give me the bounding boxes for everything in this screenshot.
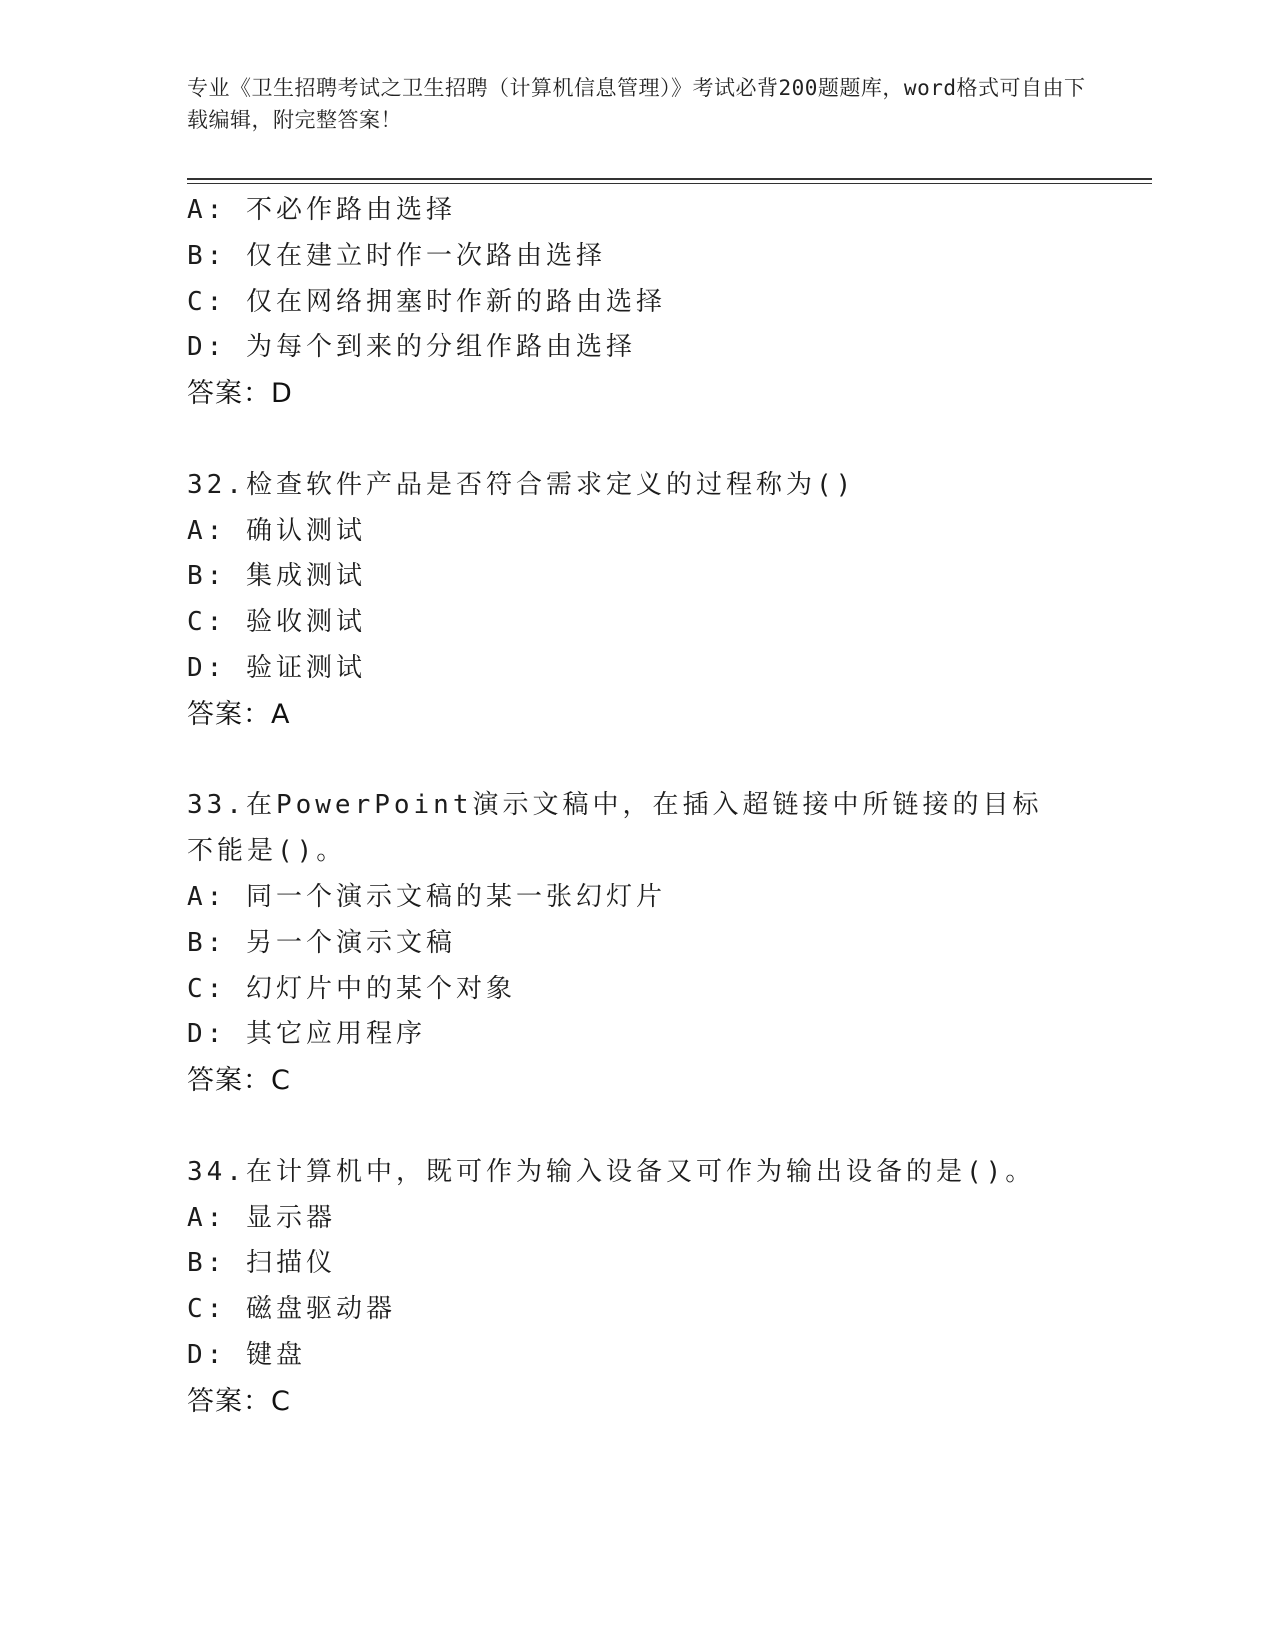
option-a: A: 确认测试 [187,515,366,546]
answer: 答案：C [187,1385,291,1417]
question-31 [187,188,1147,417]
header-divider-thin [187,183,1152,184]
question-34 [187,1150,1147,1425]
option-d: D: 验证测试 [187,652,366,683]
option-a: A: 显示器 [187,1202,336,1233]
option-d: D: 其它应用程序 [187,1019,426,1050]
option-d: D: 键盘 [187,1339,306,1370]
answer: 答案：A [187,698,291,730]
option-d: D: 为每个到来的分组作路由选择 [187,332,636,363]
option-c: C: 磁盘驱动器 [187,1294,396,1325]
question-list [187,188,1147,1425]
option-a: A: 不必作路由选择 [187,195,456,225]
option-c: C: 验收测试 [187,607,366,638]
question-text: 34.在计算机中，既可作为输入设备又可作为输出设备的是()。 [187,1156,1036,1187]
option-b: B: 集成测试 [187,561,366,592]
answer: 答案：D [187,378,293,410]
question-33 [187,783,1147,1104]
option-c: C: 幻灯片中的某个对象 [187,973,516,1004]
question-text: 32.检查软件产品是否符合需求定义的过程称为() [187,469,856,500]
option-b: B: 仅在建立时作一次路由选择 [187,240,606,271]
document-header: 专业《卫生招聘考试之卫生招聘（计算机信息管理）》考试必背200题题库，word格式可自由下载编辑，附完整答案！ [187,76,1086,132]
option-c: C: 仅在网络拥塞时作新的路由选择 [187,286,666,317]
option-a: A: 同一个演示文稿的某一张幻灯片 [187,881,666,912]
question-32 [187,463,1147,738]
answer: 答案：C [187,1065,291,1097]
question-text: 33.在PowerPoint演示文稿中，在插入超链接中所链接的目标不能是()。 [187,790,1043,867]
option-b: B: 扫描仪 [187,1248,336,1279]
option-b: B: 另一个演示文稿 [187,927,456,958]
header-divider [187,178,1152,180]
